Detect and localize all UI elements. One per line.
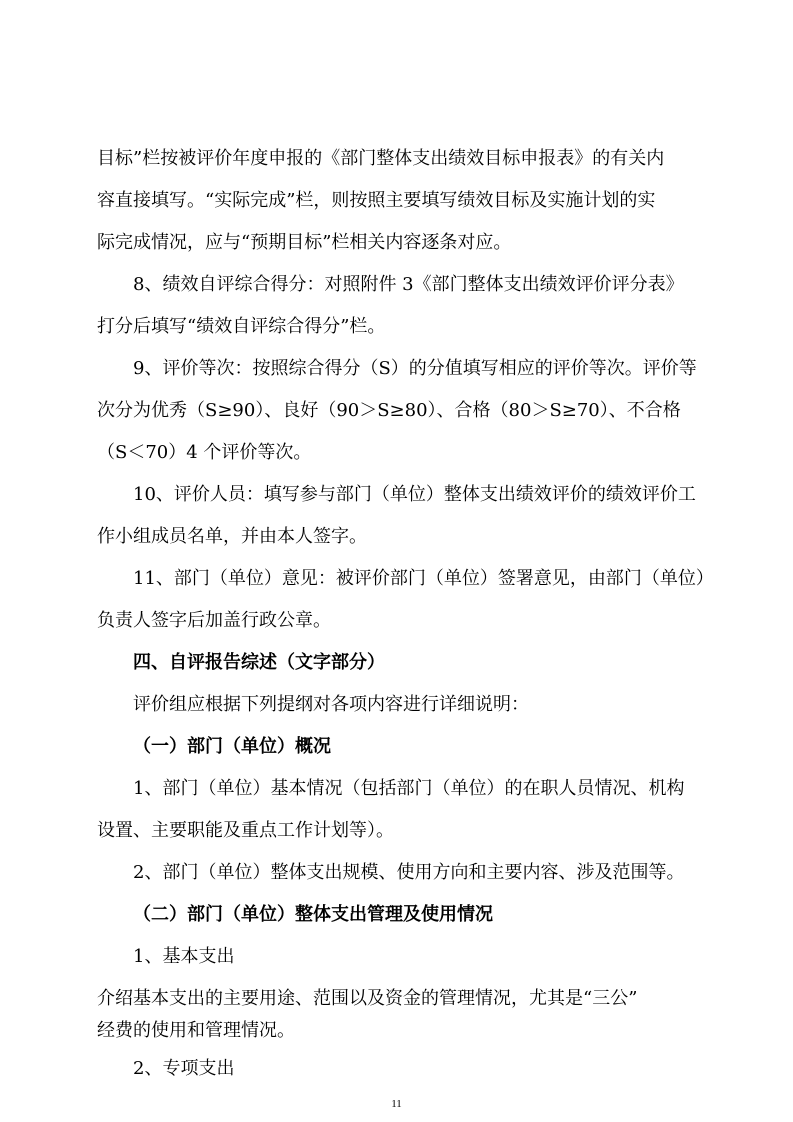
text-line: 负责人签字后加盖行政公章。 <box>97 610 331 631</box>
subsection-heading: （二）部门（单位）整体支出管理及使用情况 <box>133 904 493 925</box>
text-line: 8、绩效自评综合得分：对照附件 3《部门整体支出绩效评价评分表》 <box>133 274 684 295</box>
section-heading: 四、自评报告综述（文字部分） <box>133 652 385 673</box>
subsection-heading: （一）部门（单位）概况 <box>133 736 331 757</box>
text-line: （S＜70）4 个评价等次。 <box>97 442 312 463</box>
text-line: 目标”栏按被评价年度申报的《部门整体支出绩效目标申报表》的有关内 <box>97 148 665 169</box>
text-line: 设置、主要职能及重点工作计划等）。 <box>97 820 394 841</box>
page-number: 11 <box>391 1098 402 1110</box>
text-line: 2、部门（单位）整体支出规模、使用方向和主要内容、涉及范围等。 <box>133 862 685 883</box>
text-line: 1、部门（单位）基本情况（包括部门（单位）的在职人员情况、机构 <box>133 778 685 799</box>
text-line: 评价组应根据下列提纲对各项内容进行详细说明： <box>133 694 529 715</box>
text-line: 次分为优秀（S≥90）、良好（90＞S≥80）、合格（80＞S≥70）、不合格 <box>97 400 681 421</box>
text-line: 容直接填写。“实际完成”栏，则按照主要填写绩效目标及实施计划的实 <box>97 190 656 211</box>
text-line: 11、部门（单位）意见：被评价部门（单位）签署意见，由部门（单位） <box>133 568 714 589</box>
text-line: 9、评价等次：按照综合得分（S）的分值填写相应的评价等次。评价等 <box>133 358 697 379</box>
text-line: 作小组成员名单，并由本人签字。 <box>97 526 367 547</box>
text-line: 10、评价人员：填写参与部门（单位）整体支出绩效评价的绩效评价工 <box>133 484 696 505</box>
text-line: 2、专项支出 <box>133 1058 235 1079</box>
text-line: 经费的使用和管理情况。 <box>97 1020 295 1041</box>
text-line: 介绍基本支出的主要用途、范围以及资金的管理情况，尤其是“三公” <box>97 988 638 1009</box>
text-line: 1、基本支出 <box>133 946 235 967</box>
text-line: 打分后填写“绩效自评综合得分”栏。 <box>97 316 386 337</box>
text-line: 际完成情况，应与“预期目标”栏相关内容逐条对应。 <box>97 232 512 253</box>
